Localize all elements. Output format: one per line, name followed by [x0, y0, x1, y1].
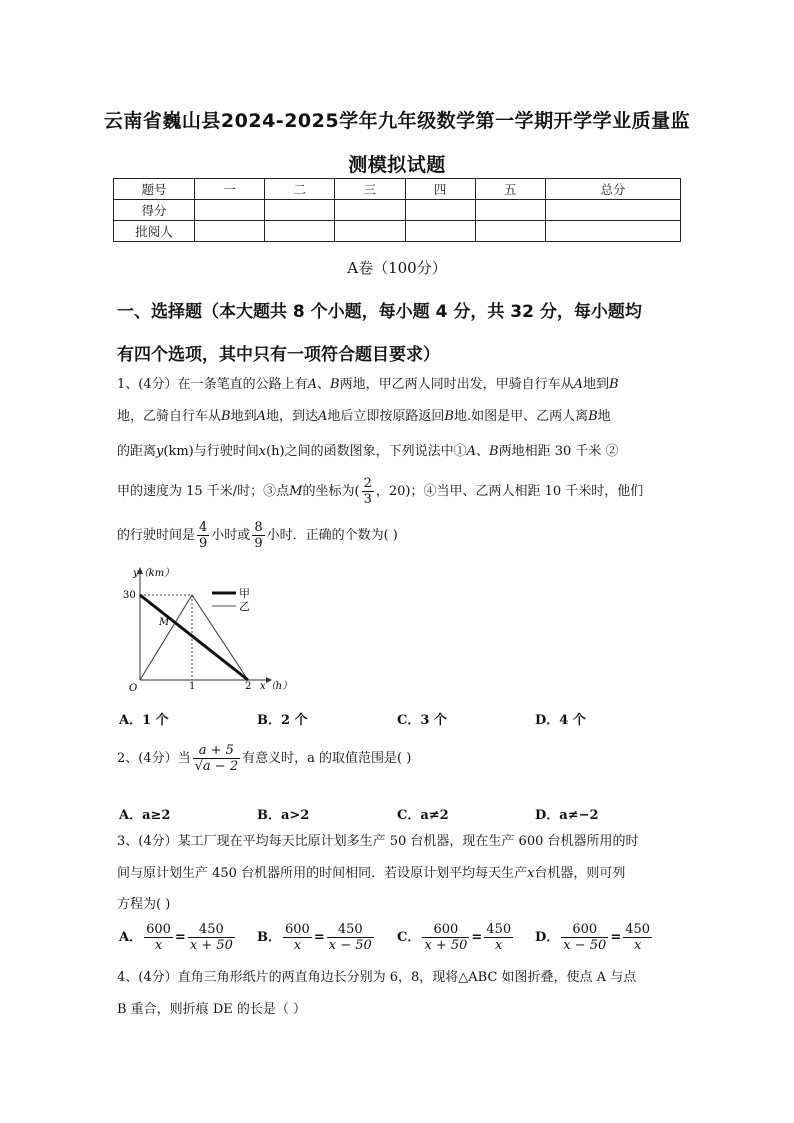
q3-option-d[interactable]: D． $\frac{600}{x - 50}$ = $\frac{450}{x}$ — [535, 922, 651, 953]
q2-option-c[interactable]: C．a≠2 — [397, 808, 449, 823]
table-cell: 一 — [195, 179, 265, 200]
q3-option-c[interactable]: C． $\frac{600}{x + 50}$ = $\frac{450}{x}$ — [397, 922, 512, 953]
text: 的坐标为( — [302, 484, 360, 499]
text: 小时．正确的个数为( ) — [266, 528, 398, 543]
table-cell: 批阅人 — [114, 221, 195, 242]
page-title-line1: 云南省巍山县2024-2025学年九年级数学第一学期开学学业质量监 — [103, 110, 691, 132]
q1-option-a[interactable]: A．1 个 — [119, 713, 169, 728]
table-cell[interactable] — [335, 221, 405, 242]
table-cell[interactable] — [405, 221, 475, 242]
text: 地到 — [230, 409, 257, 424]
var-x: x — [527, 866, 535, 881]
table-cell[interactable] — [475, 221, 545, 242]
series-jia-line — [140, 595, 248, 680]
q1-option-d[interactable]: D．4 个 — [535, 713, 586, 728]
text: 2、(4分）当 — [117, 751, 191, 766]
legend-yi-label: 乙 — [239, 600, 250, 613]
fraction: $\frac{450}{x}$ — [486, 922, 512, 953]
x-tick-label: 1 — [189, 681, 196, 692]
section-heading-line2: 有四个选项，其中只有一项符合题目要求） — [117, 345, 440, 365]
text: 地后立即按原路返回 — [327, 409, 445, 424]
text: 地.如图是甲、乙两人离 — [453, 409, 589, 424]
table-cell[interactable] — [475, 200, 545, 221]
q4-line1: 4、(4分）直角三角形纸片的两直角边长分别为 6，8，现将△ABC 如图折叠，使点 A 与点 — [117, 970, 637, 985]
q3-line3: 方程为( ) — [117, 897, 171, 912]
var-A: A — [256, 409, 266, 424]
table-cell[interactable] — [545, 221, 680, 242]
q2-option-d[interactable]: D．a≠−2 — [535, 808, 599, 823]
table-row — [114, 221, 681, 242]
q4-line2: B 重合，则折痕 DE 的长是（ ） — [117, 1002, 306, 1017]
fraction: $\frac{450}{x + 50}$ — [189, 922, 233, 953]
var-B: B — [221, 409, 231, 424]
text: 1、(4分）在一条笔直的公路上有 — [117, 377, 308, 392]
text: 有意义时，a 的取值范围是( ) — [242, 751, 412, 766]
text: 甲的速度为 15 千米/时；③点 — [117, 484, 290, 499]
var-A: A — [307, 377, 318, 392]
text: 地 — [597, 409, 611, 424]
fraction: $\frac{600}{x}$ — [146, 922, 171, 953]
q1-line1 — [117, 377, 682, 393]
q2-option-b[interactable]: B．a>2 — [257, 808, 310, 823]
score-table-header — [114, 179, 681, 200]
fraction: $\frac{600}{x - 50}$ — [563, 922, 607, 953]
fraction: $\frac{450}{x - 50}$ — [328, 922, 372, 953]
distance-time-graph — [120, 562, 295, 692]
table-cell: 题号 — [114, 179, 195, 200]
var-A: A — [318, 409, 328, 424]
var-M: M — [289, 484, 303, 499]
origin-label: O — [129, 683, 138, 692]
legend-jia-label: 甲 — [239, 587, 250, 600]
text: 的行驶时间是 — [117, 528, 196, 543]
q3-option-b[interactable]: B． $\frac{600}{x}$ = $\frac{450}{x - 50}$ — [257, 922, 372, 953]
table-cell: 二 — [265, 179, 335, 200]
q3-line2 — [117, 866, 682, 882]
text: 两地相距 30 千米 ② — [498, 444, 619, 459]
var-B: B — [609, 377, 619, 392]
y-axis-label: y（km） — [133, 568, 175, 579]
text: 地，到达 — [265, 409, 318, 424]
table-cell[interactable] — [195, 221, 265, 242]
text: 台机器，则可列 — [534, 866, 626, 881]
table-row — [114, 200, 681, 221]
q1-line3 — [117, 444, 682, 460]
q1-line4 — [117, 476, 682, 507]
text: 的距离 — [117, 444, 157, 459]
radicand: a − 2 — [202, 759, 239, 774]
var-B: B — [588, 409, 598, 424]
fraction: $\frac{2}{3}$ — [363, 476, 372, 507]
fraction: $\frac{600}{x + 50}$ — [424, 922, 468, 953]
q3-line1: 3、(4分）某工厂现在平均每天比原计划多生产 50 台机器，现在生产 600 台机器所用的时 — [117, 834, 639, 849]
point-M-label: M — [159, 617, 170, 628]
text: 小时或 — [211, 528, 251, 543]
q2-option-a[interactable]: A．a≥2 — [119, 808, 171, 823]
fraction: $\frac{600}{x}$ — [285, 922, 310, 953]
table-cell: 五 — [475, 179, 545, 200]
q1-line2 — [117, 409, 682, 425]
section-heading-line1: 一、选择题（本大题共 8 个小题，每小题 4 分，共 32 分，每小题均 — [117, 302, 642, 322]
table-cell: 三 — [335, 179, 405, 200]
var-A: A — [573, 377, 583, 392]
table-cell[interactable] — [335, 200, 405, 221]
x-tick-label: 2 — [245, 681, 252, 692]
text: 地到 — [583, 377, 610, 392]
table-cell[interactable] — [405, 200, 475, 221]
q3-option-a[interactable]: A． $\frac{600}{x}$ = $\frac{450}{x + 50}$ — [119, 922, 233, 953]
var-x: x — [258, 444, 267, 459]
text: 与行驶时间 — [193, 444, 259, 459]
fraction: $\frac{4}{9}$ — [199, 520, 208, 551]
var-B: B — [330, 377, 340, 392]
text: 地，乙骑自行车从 — [117, 409, 222, 424]
q1-line5 — [117, 520, 682, 551]
table-cell[interactable] — [265, 221, 335, 242]
q1-option-b[interactable]: B．2 个 — [257, 713, 308, 728]
text: 两地，甲乙两人同时出发，甲骑自行车从 — [339, 377, 574, 392]
fraction: $\frac{450}{x}$ — [625, 922, 651, 953]
fraction: $\frac{a + 5}{√a - 2}$ — [194, 743, 239, 774]
score-table — [113, 178, 681, 242]
q2-line — [117, 743, 682, 774]
text: 、 — [476, 444, 490, 459]
text: 间与原计划生产 450 台机器所用的时间相同．若设原计划平均每天生产 — [117, 866, 528, 881]
x-axis-label: x（h） — [260, 681, 293, 692]
table-cell[interactable] — [545, 200, 680, 221]
text: (h) — [266, 444, 285, 459]
var-B: B — [444, 409, 454, 424]
page-title-line2: 测模拟试题 — [348, 154, 446, 176]
table-cell: 四 — [405, 179, 475, 200]
table-cell[interactable] — [265, 200, 335, 221]
text: 、 — [317, 377, 331, 392]
q1-option-c[interactable]: C．3 个 — [397, 713, 447, 728]
var-B: B — [489, 444, 499, 459]
var-A: A — [466, 444, 477, 459]
table-cell[interactable] — [195, 200, 265, 221]
text: ，20)；④当甲、乙两人相距 10 千米时，他们 — [375, 484, 644, 499]
text: 之间的函数图象，下列说法中① — [284, 444, 467, 459]
table-cell: 总分 — [545, 179, 680, 200]
y-tick-label: 30 — [123, 590, 136, 601]
text: (km) — [163, 444, 194, 459]
fraction: $\frac{8}{9}$ — [254, 520, 263, 551]
var-y: y — [156, 444, 164, 459]
volume-heading: A卷（100分） — [347, 259, 447, 277]
table-cell: 得分 — [114, 200, 195, 221]
